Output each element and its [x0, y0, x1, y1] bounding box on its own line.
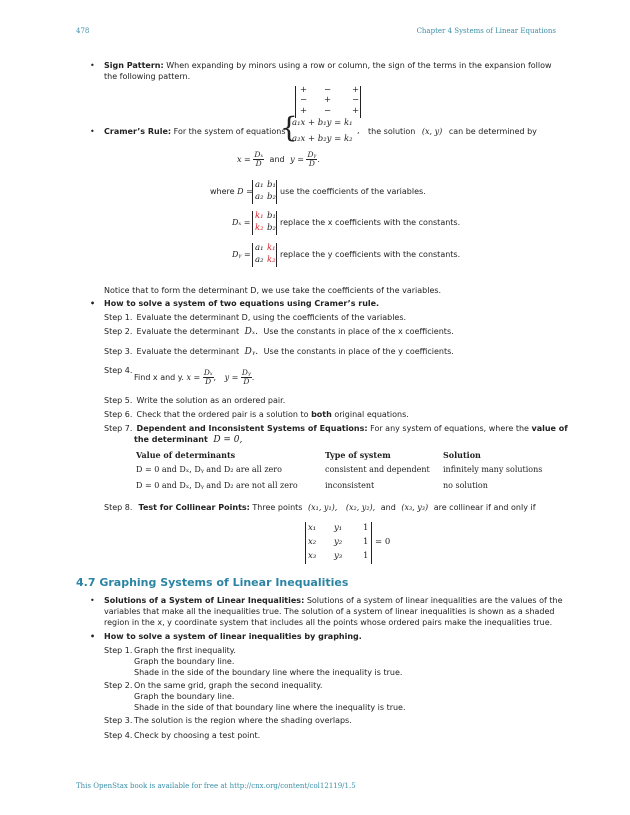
y-den: D [308, 159, 315, 168]
cramers-solution-text [368, 127, 537, 136]
step6-text: Check that the ordered pair is a solution to [136, 410, 309, 419]
step3-math: Dᵧ. [244, 347, 259, 357]
ineq-step3-label: Step 3. [104, 716, 133, 725]
step8-text: Three points [252, 503, 303, 512]
step5-text: Write the solution as an ordered pair. [136, 396, 286, 405]
system-eq1: a₁x + b₁y = k₁ [292, 118, 353, 128]
solutions-def-line2: variables that make all the inequalities true. The solution of a system of linear inequalities is shown as a shaded [104, 607, 555, 616]
dx-m11: k₁ [255, 211, 264, 221]
sign-r2c2: + [324, 95, 332, 105]
sign-pattern-line1 [104, 61, 552, 70]
x-den: D [255, 159, 262, 168]
solutions-def-title: Solutions of a System of Linear Inequalities: [104, 596, 305, 605]
col-m11: x₁ [308, 523, 317, 533]
table-header-2: Type of system [325, 450, 391, 460]
cramer-step7 [104, 424, 568, 433]
step1-text: Evaluate the determinant D, using the coefficients of the variables. [136, 313, 407, 322]
d-note: use the coefficients of the variables. [280, 187, 426, 196]
ineq-step4-line1: Check by choosing a test point. [134, 731, 261, 740]
step4-y-den: D [243, 377, 250, 386]
determined-text: can be determined by [448, 127, 537, 136]
step4-x-num: Dₓ [203, 368, 213, 377]
table-row1-col2: consistent and dependent [325, 465, 430, 474]
cramer-step5 [104, 396, 285, 405]
step8-and: and [380, 503, 396, 512]
notice-text: Notice that to form the determinant D, we use take the coefficients of the variables. [104, 286, 442, 295]
ineq-step2-line3: Shade in the side of that boundary line where the inequality is true. [134, 703, 406, 712]
step4-comma: , [213, 373, 217, 382]
step4-x-den: D [205, 377, 212, 386]
step7-text: For any system of equations, where the [370, 424, 529, 433]
step3-text: Evaluate the determinant [136, 347, 240, 356]
step7-line2-math: D = 0, [213, 435, 243, 445]
table-row1-col1: D = 0 and Dₓ, Dᵧ and D₂ are all zero [136, 465, 282, 474]
howto-cramer-title: • How to solve a system of two equations using Cramer’s rule. [104, 299, 379, 308]
d-m11: a₁ [255, 180, 264, 190]
step4-x-eq: x = [186, 373, 201, 382]
cramer-step7-line2 [134, 435, 242, 445]
cramers-text: For the system of equations [173, 127, 286, 136]
sign-r2c1: − [300, 95, 308, 105]
col-m31: x₃ [308, 551, 317, 561]
step6-label: Step 6. [104, 410, 133, 419]
dy-m11: a₁ [255, 243, 264, 253]
sign-pattern-line2: the following pattern. [104, 72, 191, 81]
step8-text2: are collinear if and only if [433, 503, 536, 512]
dy-m21: a₂ [255, 255, 264, 265]
dx-note: replace the x coefficients with the constants. [280, 218, 461, 227]
step6-bold: both [311, 410, 332, 419]
d-m22: b₂ [267, 192, 276, 202]
y-num: Dᵧ [307, 150, 317, 159]
col-m12: y₁ [334, 523, 343, 533]
ineq-step2-label: Step 2. [104, 681, 133, 690]
table-row2-col1: D = 0 and Dₓ, Dᵧ and D₂ are not all zero [136, 481, 298, 490]
cramer-formulas [237, 151, 320, 168]
section-title: 4.7 Graphing Systems of Linear Inequalities [76, 576, 349, 589]
ineq-step1-line3: Shade in the side of the boundary line where the inequality is true. [134, 668, 403, 677]
x-eq: x = [237, 155, 251, 164]
step8-p2: (x₂, y₂), [345, 503, 376, 512]
step8-bold: Test for Collinear Points: [138, 503, 250, 512]
step7-line2-bold: the determinant [134, 435, 208, 444]
d-m12: b₁ [267, 180, 276, 190]
table-row1-col3: infinitely many solutions [443, 465, 543, 474]
col-m13: 1 [363, 523, 369, 533]
table-header-3: Solution [443, 450, 481, 460]
ineq-step2-line1: On the same grid, graph the second inequality. [134, 681, 323, 690]
d-label: D = [237, 187, 253, 196]
cramer-step6 [104, 410, 409, 419]
cramers-rule-line [104, 127, 286, 136]
dy-m12: k₁ [267, 243, 276, 253]
col-m21: x₂ [308, 537, 317, 547]
step5-label: Step 5. [104, 396, 133, 405]
table-row2-col3: no solution [443, 481, 488, 490]
sign-pattern-text: When expanding by minors using a row or column, the sign of the terms in the expansion follow [166, 61, 552, 70]
and-text: and [269, 155, 285, 164]
cramers-title: Cramer’s Rule: [104, 127, 172, 136]
dx-label: Dₓ = [232, 218, 251, 227]
where-text: where [210, 187, 235, 196]
dx-m22: b₂ [267, 223, 276, 233]
x-num: Dₓ [254, 150, 263, 159]
step2-label: Step 2. [104, 327, 133, 336]
ineq-step1-label: Step 1. [104, 646, 133, 655]
solutions-def-text1: Solutions of a system of linear inequalities are the values of the [306, 596, 563, 605]
sign-r3c3: + [352, 106, 360, 116]
howto-ineq-title: • How to solve a system of linear inequalities by graphing. [104, 632, 362, 641]
solution-text: the solution [368, 127, 416, 136]
step4-y-eq: y = [224, 373, 239, 382]
cramer-step2 [104, 327, 454, 337]
step3-text2: Use the constants in place of the y coefficients. [263, 347, 454, 356]
table-header-1: Value of determinants [136, 450, 236, 460]
system-eq2: a₂x + b₂y = k₂ [292, 134, 353, 144]
sign-r3c2: − [324, 106, 332, 116]
step6-text2: original equations. [334, 410, 409, 419]
solution-pair: (x, y) [421, 127, 443, 136]
chapter-title: Chapter 4 Systems of Linear Equations [416, 27, 556, 35]
footer-text: This OpenStax book is available for free at http://cnx.org/content/col12119/1.5 [76, 782, 356, 790]
step4-text: Find x and y. [134, 373, 184, 382]
dy-label: Dᵧ = [232, 250, 251, 259]
cramer-step3 [104, 347, 454, 357]
d-m21: a₂ [255, 192, 264, 202]
col-m22: y₂ [334, 537, 343, 547]
system-brace: { [280, 111, 298, 144]
solutions-def-line3: region in the x, y coordinate system that includes all the points whose ordered pairs make the inequalities true. [104, 618, 553, 627]
y-dot: . [317, 155, 320, 164]
step3-label: Step 3. [104, 347, 133, 356]
ineq-step2-line2: Graph the boundary line. [134, 692, 235, 701]
dy-m22: k₂ [267, 255, 276, 265]
page-number: 478 [76, 27, 90, 35]
cramer-step1 [104, 313, 406, 322]
col-eq: = 0 [375, 537, 391, 547]
sign-pattern-title: Sign Pattern: [104, 61, 164, 70]
step7-bold2: value of [531, 424, 568, 433]
step1-label: Step 1. [104, 313, 133, 322]
step8-label: Step 8. [104, 503, 133, 512]
system-comma: , [357, 126, 360, 135]
dx-m12: b₁ [267, 211, 276, 221]
step2-text: Evaluate the determinant [136, 327, 240, 336]
table-row2-col2: inconsistent [325, 481, 375, 490]
step2-text2: Use the constants in place of the x coefficients. [263, 327, 454, 336]
step8-p1: (x₁, y₁), [308, 503, 338, 512]
ineq-step4-label: Step 4. [104, 731, 133, 740]
sign-r3c1: + [300, 106, 308, 116]
cramer-step4 [134, 369, 254, 386]
y-eq: y = [290, 155, 304, 164]
sign-r1c2: − [324, 85, 332, 95]
ineq-step1-line2: Graph the boundary line. [134, 657, 235, 666]
col-m33: 1 [363, 551, 369, 561]
ineq-step3-line1: The solution is the region where the shading overlaps. [134, 716, 352, 725]
step7-bold: Dependent and Inconsistent Systems of Equations: [136, 424, 368, 433]
sign-r1c3: + [352, 85, 360, 95]
sign-r2c3: − [352, 95, 360, 105]
step2-math: Dₓ. [244, 327, 258, 337]
step4-y-num: Dᵧ [241, 368, 251, 377]
dy-note: replace the y coefficients with the constants. [280, 250, 461, 259]
step7-label: Step 7. [104, 424, 133, 433]
dx-m21: k₂ [255, 223, 264, 233]
col-m32: y₃ [334, 551, 343, 561]
step8-p3: (x₃, y₃) [401, 503, 429, 512]
step8-line [104, 503, 536, 512]
ineq-step1-line1: Graph the first inequality. [134, 646, 236, 655]
step4-dot: . [251, 373, 255, 382]
col-m23: 1 [363, 537, 369, 547]
sign-r1c1: + [300, 85, 308, 95]
step4-label: Step 4. [104, 366, 133, 375]
where-label [210, 187, 253, 196]
solutions-def-line1 [104, 596, 563, 605]
